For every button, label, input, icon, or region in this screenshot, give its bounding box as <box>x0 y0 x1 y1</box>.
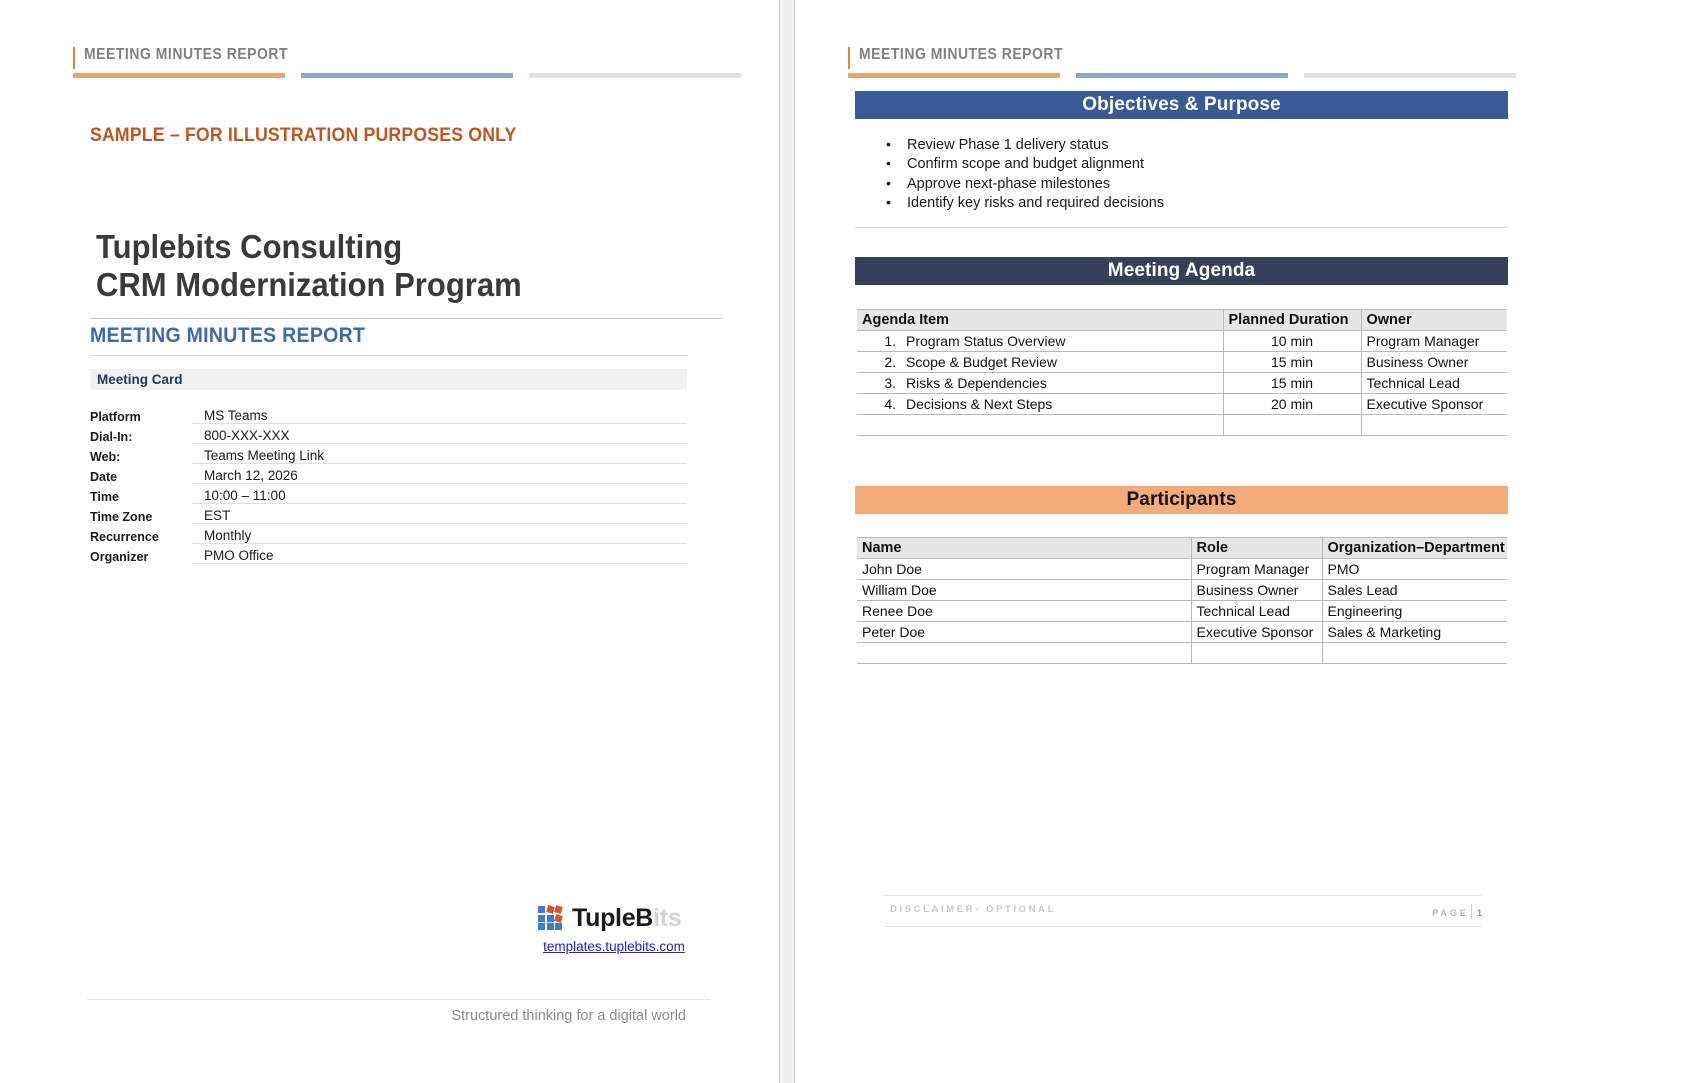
meeting-card-row <box>90 444 687 464</box>
meeting-card-key: Time Zone <box>90 509 153 524</box>
participant-name-cell: John Doe <box>857 559 1191 580</box>
document-title <box>96 228 522 304</box>
header-label: MEETING MINUTES REPORT <box>84 46 289 63</box>
footer-tagline: Structured thinking for a digital world <box>451 1008 686 1024</box>
table-row <box>857 580 1507 601</box>
participant-role-cell: Technical Lead <box>1191 601 1322 622</box>
participants-header-row <box>857 538 1507 559</box>
meeting-card-value: EST <box>192 504 687 524</box>
participants-band: Participants <box>855 486 1508 514</box>
participant-role-cell-empty <box>1191 643 1322 664</box>
table-row <box>857 352 1507 373</box>
meeting-card-key: Dial-In: <box>90 429 133 444</box>
agenda-owner-cell: Program Manager <box>1361 331 1507 352</box>
participant-org-cell: Sales Lead <box>1322 580 1507 601</box>
agenda-item-text: Decisions & Next Steps <box>906 396 1053 412</box>
right-footer-rule-bottom <box>884 926 1482 927</box>
agenda-col-owner: Owner <box>1361 310 1507 331</box>
agenda-item-text: Scope & Budget Review <box>906 354 1057 370</box>
header-rule-grey <box>529 73 741 78</box>
table-row <box>857 622 1507 643</box>
table-row <box>857 394 1507 415</box>
header-rule-blue <box>1076 73 1288 78</box>
participant-org-cell: Sales & Marketing <box>1322 622 1507 643</box>
objectives-band: Objectives & Purpose <box>855 91 1508 119</box>
meeting-card-key: Organizer <box>90 549 149 564</box>
meeting-card-key: Recurrence <box>90 529 159 544</box>
page-gutter <box>779 0 795 1083</box>
table-row <box>857 601 1507 622</box>
table-row-empty <box>857 415 1507 436</box>
participants-table <box>857 537 1507 664</box>
agenda-item-cell <box>857 373 1223 394</box>
table-row <box>857 373 1507 394</box>
document-title-line-1: Tuplebits Consulting <box>96 228 403 265</box>
page-number-divider <box>1471 904 1472 919</box>
list-item: • Confirm scope and budget alignment <box>907 155 1527 174</box>
header-rule-orange <box>848 73 1060 78</box>
objectives-section-rule <box>855 227 1508 228</box>
tuplebits-logo <box>538 903 681 933</box>
agenda-item-cell <box>857 394 1223 415</box>
participant-name-cell: Renee Doe <box>857 601 1191 622</box>
table-row <box>857 331 1507 352</box>
participant-org-cell-empty <box>1322 643 1507 664</box>
participants-col-org: Organization–Department <box>1322 538 1507 559</box>
agenda-item-cell-empty <box>857 415 1223 436</box>
logo-text-dark: TupleB <box>572 903 654 932</box>
header-rule-row-right <box>848 73 1516 78</box>
header-rule-orange <box>73 73 285 78</box>
agenda-header-row <box>857 310 1507 331</box>
meeting-card-row <box>90 484 687 504</box>
participant-name-cell: William Doe <box>857 580 1191 601</box>
participants-col-name: Name <box>857 538 1191 559</box>
agenda-item-text: Program Status Overview <box>906 333 1066 349</box>
agenda-item-number: 3. <box>884 375 896 391</box>
header-label: MEETING MINUTES REPORT <box>859 46 1064 63</box>
page-left <box>0 0 779 1083</box>
meeting-card-key: Date <box>90 469 118 484</box>
agenda-item-cell <box>857 331 1223 352</box>
agenda-owner-cell: Business Owner <box>1361 352 1507 373</box>
agenda-table <box>857 309 1507 436</box>
footer-page-number <box>1282 904 1482 919</box>
agenda-item-number: 2. <box>884 354 896 370</box>
meeting-card-value: 10:00 – 11:00 <box>192 484 687 504</box>
agenda-owner-cell-empty <box>1361 415 1507 436</box>
agenda-col-item: Agenda Item <box>857 310 1223 331</box>
meeting-card-table <box>90 404 687 564</box>
agenda-item-text: Risks & Dependencies <box>906 375 1047 391</box>
meeting-card-row <box>90 504 687 524</box>
sample-disclaimer-note: SAMPLE – FOR ILLUSTRATION PURPOSES ONLY <box>90 125 517 146</box>
left-footer-rule <box>87 999 710 1000</box>
agenda-owner-cell: Technical Lead <box>1361 373 1507 394</box>
page-number-value: 1 <box>1476 908 1482 919</box>
meeting-card-key: Platform <box>90 409 141 424</box>
participant-org-cell: Engineering <box>1322 601 1507 622</box>
meeting-card-value: March 12, 2026 <box>192 464 687 484</box>
table-row-empty <box>857 643 1507 664</box>
header-accent-tick <box>848 47 850 69</box>
agenda-duration-cell: 15 min <box>1223 352 1361 373</box>
meeting-card-key: Time <box>90 489 119 504</box>
agenda-duration-cell: 15 min <box>1223 373 1361 394</box>
running-header-right <box>848 46 1086 69</box>
participant-role-cell: Program Manager <box>1191 559 1322 580</box>
meeting-card-row <box>90 464 687 484</box>
site-link[interactable]: templates.tuplebits.com <box>543 939 685 954</box>
meeting-card-value: MS Teams <box>192 404 687 424</box>
participant-role-cell: Business Owner <box>1191 580 1322 601</box>
page-edge-left <box>779 0 780 1083</box>
header-rule-grey <box>1304 73 1516 78</box>
meeting-card-row <box>90 524 687 544</box>
tuplebits-logo-mark-icon <box>538 906 568 930</box>
list-item: • Identify key risks and required decisions <box>907 194 1527 213</box>
section-kicker: MEETING MINUTES REPORT <box>90 324 366 347</box>
agenda-duration-cell-empty <box>1223 415 1361 436</box>
agenda-duration-cell: 10 min <box>1223 331 1361 352</box>
header-rule-blue <box>301 73 513 78</box>
meeting-card-value: Monthly <box>192 524 687 544</box>
tuplebits-logo-text <box>572 903 682 932</box>
objectives-list <box>875 136 1527 214</box>
page-label: PAGE <box>1432 908 1469 919</box>
participants-col-role: Role <box>1191 538 1322 559</box>
title-divider <box>90 318 722 319</box>
kicker-rule <box>90 355 687 356</box>
agenda-band: Meeting Agenda <box>855 257 1508 285</box>
meeting-card-key: Web: <box>90 449 121 464</box>
header-accent-tick <box>73 47 75 69</box>
participant-name-cell: Peter Doe <box>857 622 1191 643</box>
meeting-card-value[interactable]: 800-XXX-XXX <box>192 424 687 444</box>
agenda-item-cell <box>857 352 1223 373</box>
participant-org-cell: PMO <box>1322 559 1507 580</box>
participant-role-cell: Executive Sponsor <box>1191 622 1322 643</box>
meeting-card-band <box>90 369 687 390</box>
agenda-duration-cell: 20 min <box>1223 394 1361 415</box>
footer-disclaimer: DISCLAIMER- OPTIONAL <box>890 904 1056 915</box>
meeting-card-row <box>90 544 687 564</box>
agenda-owner-cell: Executive Sponsor <box>1361 394 1507 415</box>
header-rule-row-left <box>73 73 741 78</box>
meeting-card-value[interactable]: Teams Meeting Link <box>192 444 687 464</box>
agenda-item-number: 1. <box>884 333 896 349</box>
agenda-item-number: 4. <box>884 396 896 412</box>
running-header-left <box>73 46 311 69</box>
logo-text-light: its <box>653 903 682 932</box>
document-title-line-2: CRM Modernization Program <box>96 266 522 303</box>
meeting-card-row <box>90 424 687 444</box>
list-item: • Approve next-phase milestones <box>907 175 1527 194</box>
meeting-card-value: PMO Office <box>192 544 687 564</box>
list-item: • Review Phase 1 delivery status <box>907 136 1527 155</box>
participant-name-cell-empty <box>857 643 1191 664</box>
meeting-card-band-label: Meeting Card <box>97 372 183 387</box>
right-footer-rule-top <box>884 895 1482 896</box>
agenda-col-duration: Planned Duration <box>1223 310 1361 331</box>
meeting-card-row <box>90 404 687 424</box>
table-row <box>857 559 1507 580</box>
